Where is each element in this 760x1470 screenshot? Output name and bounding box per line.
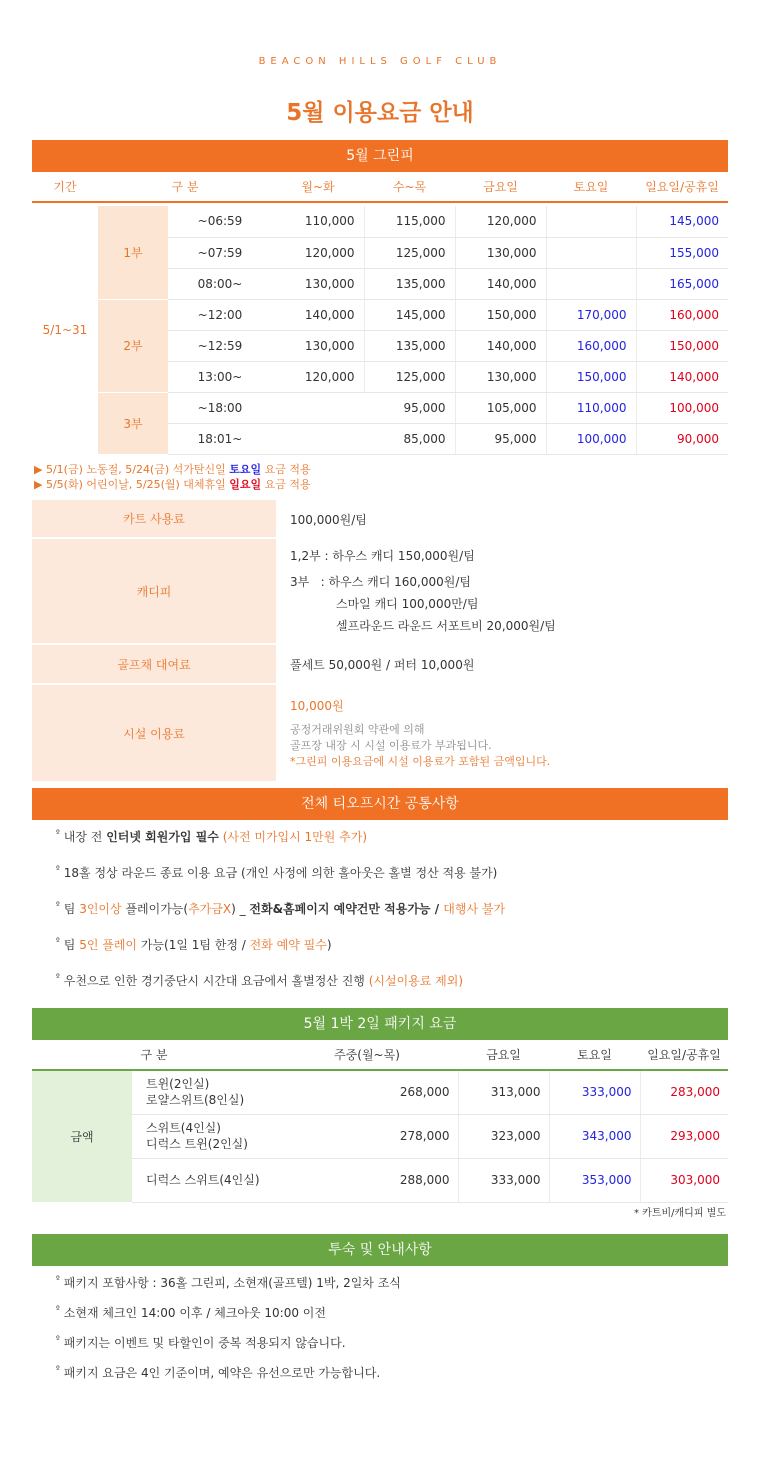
table-row — [32, 1114, 728, 1158]
caddie-fee-label: 캐디피 — [32, 538, 276, 644]
stay-info-text: 패키지 포함사항 : 36홀 그린피, 소현재(골프텔) 1박, 2일차 조식 — [63, 1276, 401, 1290]
price-cell — [272, 423, 364, 454]
price-cell: 160,000 — [546, 330, 636, 361]
common-note-text: 내장 전 — [63, 830, 107, 844]
club-rental-value: 풀세트 50,000원 / 퍼터 10,000원 — [290, 657, 475, 672]
col-sun: 일요일/공휴일 — [640, 1040, 728, 1070]
stay-info-item — [56, 1304, 326, 1321]
price-cell: 100,000 — [546, 423, 636, 454]
price-cell: 95,000 — [455, 423, 546, 454]
price-cell: 333,000 — [549, 1070, 640, 1114]
caddie-fee-values — [276, 538, 728, 644]
note-text: 요금 적용 — [261, 463, 311, 476]
bullet-icon: º — [56, 1364, 60, 1373]
time-cell: 18:01~ — [168, 423, 272, 454]
price-cell: 155,000 — [636, 237, 728, 268]
price-cell: 115,000 — [364, 206, 455, 237]
stay-info-text: 패키지 요금은 4인 기준이며, 예약은 유선으로만 가능합니다. — [63, 1366, 381, 1380]
common-note-item — [56, 936, 332, 953]
price-cell: 160,000 — [636, 299, 728, 330]
bullet-icon: º — [56, 900, 60, 909]
price-cell: 140,000 — [455, 330, 546, 361]
common-note-text: ) — [326, 938, 332, 952]
price-cell: 165,000 — [636, 268, 728, 299]
col-sat: 토요일 — [546, 172, 636, 202]
caddie-line: 3부 : 하우스 캐디 160,000원/팀 — [290, 575, 471, 589]
holiday-note — [34, 462, 311, 477]
room-cell — [132, 1114, 276, 1158]
facility-fee-label: 시설 이용료 — [32, 684, 276, 782]
bullet-icon: º — [56, 1274, 60, 1283]
price-cell: 140,000 — [455, 268, 546, 299]
bullet-icon: º — [56, 1334, 60, 1343]
stay-info-text: 소현재 체크인 14:00 이후 / 체크아웃 10:00 이전 — [63, 1306, 326, 1320]
time-cell: ~12:59 — [168, 330, 272, 361]
price-cell: 278,000 — [276, 1114, 458, 1158]
common-note-item — [56, 900, 505, 917]
price-cell: 130,000 — [272, 268, 364, 299]
price-cell: 110,000 — [546, 392, 636, 423]
price-cell: 140,000 — [272, 299, 364, 330]
green-fee-table — [32, 172, 728, 455]
club-name: BEACON HILLS GOLF CLUB — [258, 56, 502, 67]
price-cell: 120,000 — [272, 361, 364, 392]
price-cell: 323,000 — [458, 1114, 549, 1158]
price-cell: 150,000 — [455, 299, 546, 330]
price-cell: 85,000 — [364, 423, 455, 454]
time-cell: ~18:00 — [168, 392, 272, 423]
room-cell — [132, 1158, 276, 1202]
time-cell: ~12:00 — [168, 299, 272, 330]
price-cell: 135,000 — [364, 330, 455, 361]
price-cell: 90,000 — [636, 423, 728, 454]
time-cell: ~07:59 — [168, 237, 272, 268]
room-name: 디럭스 트윈(2인실) — [146, 1137, 248, 1151]
common-note-text: 우천으로 인한 경기중단시 시간대 요금에서 홀별정산 진행 — [63, 974, 369, 988]
price-cell: 130,000 — [455, 361, 546, 392]
price-cell: 353,000 — [549, 1158, 640, 1202]
col-category: 구 분 — [98, 172, 272, 202]
time-cell: ~06:59 — [168, 206, 272, 237]
price-cell: 293,000 — [640, 1114, 728, 1158]
session-2: 2부 — [98, 299, 168, 392]
price-cell: 303,000 — [640, 1158, 728, 1202]
caddie-line: 1,2부 : 하우스 캐디 150,000원/팀 — [290, 549, 475, 563]
table-row — [32, 392, 728, 423]
price-cell: 343,000 — [549, 1114, 640, 1158]
price-cell — [546, 206, 636, 237]
common-note-text: 전화&홈페이지 예약건만 적용가능 / — [249, 902, 444, 916]
table-row — [32, 206, 728, 237]
price-cell — [546, 268, 636, 299]
table-row — [32, 538, 728, 644]
bullet-icon: º — [56, 864, 60, 873]
price-cell: 140,000 — [636, 361, 728, 392]
table-row — [32, 299, 728, 330]
room-name: 디럭스 스위트(4인실) — [146, 1173, 260, 1187]
stay-info-item — [56, 1364, 380, 1381]
col-fri: 금요일 — [458, 1040, 549, 1070]
common-note-text: (시설이용료 제외) — [368, 974, 464, 988]
price-cell: 120,000 — [455, 206, 546, 237]
note-text: 요금 적용 — [261, 478, 311, 491]
col-wed-thu: 수~목 — [364, 172, 455, 202]
holiday-notes — [34, 462, 311, 492]
col-fri: 금요일 — [455, 172, 546, 202]
price-cell: 95,000 — [364, 392, 455, 423]
bullet-icon: º — [56, 972, 60, 981]
col-mon-tue: 월~화 — [272, 172, 364, 202]
common-note-text: 18홀 정상 라운드 종료 이용 요금 (개인 사정에 의한 홀아웃은 홀별 정산 적용 불가) — [63, 866, 498, 880]
table-row — [32, 644, 728, 684]
package-footnote: * 카트비/캐디피 별도 — [633, 1208, 726, 1219]
page-title: 5월 이용요금 안내 — [286, 100, 474, 126]
price-cell — [272, 392, 364, 423]
package-amount-label: 금액 — [32, 1070, 132, 1202]
stay-info-item — [56, 1274, 401, 1291]
table-row — [32, 684, 728, 782]
stay-info-item — [56, 1334, 346, 1351]
col-sat: 토요일 — [549, 1040, 640, 1070]
time-cell: 13:00~ — [168, 361, 272, 392]
caddie-line: 스마일 캐디 100,000만/팀 — [336, 597, 479, 611]
green-fee-bar: 5월 그린피 — [32, 140, 728, 172]
price-cell: 145,000 — [364, 299, 455, 330]
common-note-text: 3인이상 — [79, 902, 122, 916]
note-day: 토요일 — [229, 463, 262, 476]
bullet-icon: º — [56, 1304, 60, 1313]
cart-fee-label: 카트 사용료 — [32, 500, 276, 538]
price-cell: 110,000 — [272, 206, 364, 237]
col-weekday: 주중(월~목) — [276, 1040, 458, 1070]
price-cell: 130,000 — [272, 330, 364, 361]
table-row — [32, 1158, 728, 1202]
common-note-item — [56, 828, 367, 845]
price-cell: 268,000 — [276, 1070, 458, 1114]
period-dates: 5/1~31 — [42, 323, 88, 337]
package-header-row — [32, 1040, 728, 1070]
price-cell: 170,000 — [546, 299, 636, 330]
package-table — [32, 1040, 728, 1203]
common-note-item — [56, 864, 497, 881]
facility-note: 공정거래위원회 약관에 의해 — [290, 722, 425, 736]
table-row — [32, 1070, 728, 1114]
time-cell: 08:00~ — [168, 268, 272, 299]
price-cell: 313,000 — [458, 1070, 549, 1114]
price-cell: 145,000 — [636, 206, 728, 237]
price-cell: 333,000 — [458, 1158, 549, 1202]
price-cell: 135,000 — [364, 268, 455, 299]
facility-fee-values — [276, 684, 728, 782]
cart-fee-value: 100,000원/팀 — [290, 512, 367, 527]
room-cell — [132, 1070, 276, 1114]
common-note-text: 추가금X — [188, 902, 232, 916]
price-cell: 150,000 — [546, 361, 636, 392]
common-note-text: 대행사 불가 — [443, 902, 506, 916]
price-cell: 283,000 — [640, 1070, 728, 1114]
stay-info-bar: 투숙 및 안내사항 — [32, 1234, 728, 1266]
holiday-note — [34, 477, 311, 492]
common-note-text: 플레이가능( — [121, 902, 189, 916]
price-cell: 105,000 — [455, 392, 546, 423]
common-note-text: 팀 — [63, 938, 80, 952]
col-category: 구 분 — [32, 1040, 276, 1070]
facility-fee-value: 10,000원 — [290, 698, 344, 713]
common-note-text: 5인 플레이 — [79, 938, 138, 952]
price-cell — [546, 237, 636, 268]
bullet-icon: º — [56, 828, 60, 837]
note-text: ▶ 5/1(금) 노동절, 5/24(금) 석가탄신일 — [34, 463, 230, 476]
caddie-line: 셀프라운드 라운드 서포트비 20,000원/팀 — [336, 619, 556, 633]
fee-info-table — [32, 500, 728, 783]
stay-info-text: 패키지는 이벤트 및 타할인이 중복 적용되지 않습니다. — [63, 1336, 346, 1350]
common-notes-bar: 전체 티오프시간 공통사항 — [32, 788, 728, 820]
common-note-text: 인터넷 회원가입 필수 — [106, 830, 219, 844]
bullet-icon: º — [56, 936, 60, 945]
session-3: 3부 — [98, 392, 168, 454]
price-cell: 130,000 — [455, 237, 546, 268]
room-name: 스위트(4인실) — [146, 1121, 221, 1135]
note-text: ▶ 5/5(화) 어린이날, 5/25(월) 대체휴일 — [34, 478, 230, 491]
common-note-text: ) _ — [231, 902, 250, 916]
green-fee-header-row — [32, 172, 728, 202]
common-note-text: 팀 — [63, 902, 80, 916]
table-row — [32, 500, 728, 538]
common-note-text: (사전 미가입시 1만원 추가) — [218, 830, 368, 844]
room-name: 트윈(2인실) — [146, 1077, 210, 1092]
price-cell: 150,000 — [636, 330, 728, 361]
common-note-text: 가능(1일 1팀 한정 / — [137, 938, 250, 952]
price-cell: 125,000 — [364, 361, 455, 392]
col-period: 기간 — [32, 172, 98, 202]
session-1: 1부 — [98, 206, 168, 299]
club-rental-label: 골프채 대여료 — [32, 644, 276, 684]
col-sun: 일요일/공휴일 — [636, 172, 728, 202]
note-day: 일요일 — [229, 478, 262, 491]
price-cell: 288,000 — [276, 1158, 458, 1202]
package-bar: 5월 1박 2일 패키지 요금 — [32, 1008, 728, 1040]
price-cell: 125,000 — [364, 237, 455, 268]
common-note-text: 전화 예약 필수 — [249, 938, 327, 952]
facility-note: 골프장 내장 시 시설 이용료가 부과됩니다. — [290, 738, 492, 752]
common-note-item — [56, 972, 463, 989]
room-name: 로얄스위트(8인실) — [146, 1093, 245, 1108]
price-cell: 100,000 — [636, 392, 728, 423]
price-cell: 120,000 — [272, 237, 364, 268]
facility-note: *그린피 이용요금에 시설 이용료가 포함된 금액입니다. — [290, 754, 551, 768]
